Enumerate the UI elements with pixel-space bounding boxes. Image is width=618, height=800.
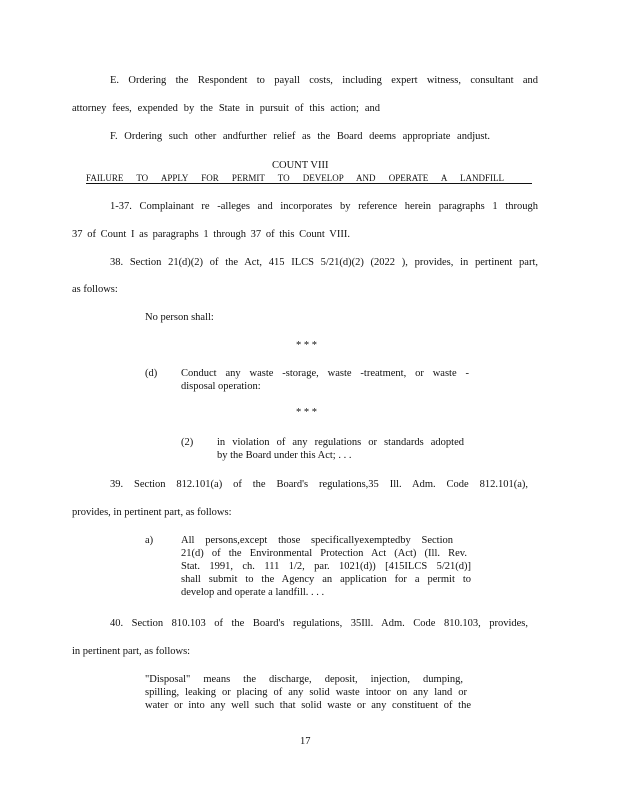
quote-39-line-3: Stat. 1991, ch. 111 1/2, par. 1021(d)) [415ILCS 5/21(d)]: [181, 561, 471, 572]
paragraph-39-line-2: provides, in pertinent part, as follows:: [72, 507, 232, 518]
quote-39-line-5: develop and operate a landfill. . . .: [181, 587, 325, 598]
quote-40-line-2: spilling, leaking or placing of any solid waste intoor on any land or: [145, 687, 467, 698]
count-title: FAILURE TO APPLY FOR PERMIT TO DEVELOP AND OPERATE A LANDFILL: [86, 173, 504, 183]
count-heading: COUNT VIII: [272, 160, 329, 171]
quote-38-subsection-label: (d): [145, 368, 158, 379]
quote-39-label: a): [145, 535, 154, 546]
quote-39-line-2: 21(d) of the Environmental Protection Act (Act) (Ill. Rev.: [181, 548, 467, 559]
quote-40-line-1: "Disposal" means the discharge, deposit, injection, dumping,: [145, 674, 463, 685]
paragraph-38-line-2: as follows:: [72, 284, 118, 295]
page-number: 17: [300, 736, 311, 747]
quote-38-item-line-2: by the Board under this Act; . . .: [217, 450, 352, 461]
quote-39-line-1: All persons,except those specificallyexemptedby Section: [181, 535, 453, 546]
paragraph-40-line-2: in pertinent part, as follows:: [72, 646, 191, 657]
paragraph-1-37-line-1: 1-37. Complainant re -alleges and incorporates by reference herein paragraphs 1 through: [110, 201, 538, 212]
quote-38-item-label: (2): [181, 437, 194, 448]
paragraph-f: F. Ordering such other andfurther relief as the Board deems appropriate andjust.: [110, 131, 490, 142]
quote-38-intro: No person shall:: [145, 312, 214, 323]
paragraph-39-line-1: 39. Section 812.101(a) of the Board's regulations,35 Ill. Adm. Code 812.101(a),: [110, 479, 528, 490]
paragraph-e-line-1: E. Ordering the Respondent to payall costs, including expert witness, consultant and: [110, 75, 538, 86]
quote-38-subsection-line-1: Conduct any waste -storage, waste -treatment, or waste -: [181, 368, 469, 379]
quote-39-line-4: shall submit to the Agency an application for a permit to: [181, 574, 471, 585]
paragraph-e-line-2: attorney fees, expended by the State in pursuit of this action; and: [72, 103, 380, 114]
paragraph-38-line-1: 38. Section 21(d)(2) of the Act, 415 ILCS 5/21(d)(2) (2022 ), provides, in pertinent part,: [110, 257, 538, 268]
paragraph-1-37-line-2: 37 of Count I as paragraphs 1 through 37 of this Count VIII.: [72, 229, 350, 240]
heading-underline: [86, 183, 532, 184]
paragraph-40-line-1: 40. Section 810.103 of the Board's regulations, 35Ill. Adm. Code 810.103, provides,: [110, 618, 528, 629]
quote-38-item-line-1: in violation of any regulations or standards adopted: [217, 437, 464, 448]
quote-40-line-3: water or into any well such that solid waste or any constituent of the: [145, 700, 471, 711]
section-break-stars: * * *: [296, 340, 317, 351]
quote-38-subsection-line-2: disposal operation:: [181, 381, 261, 392]
section-break-stars: * * *: [296, 407, 317, 418]
